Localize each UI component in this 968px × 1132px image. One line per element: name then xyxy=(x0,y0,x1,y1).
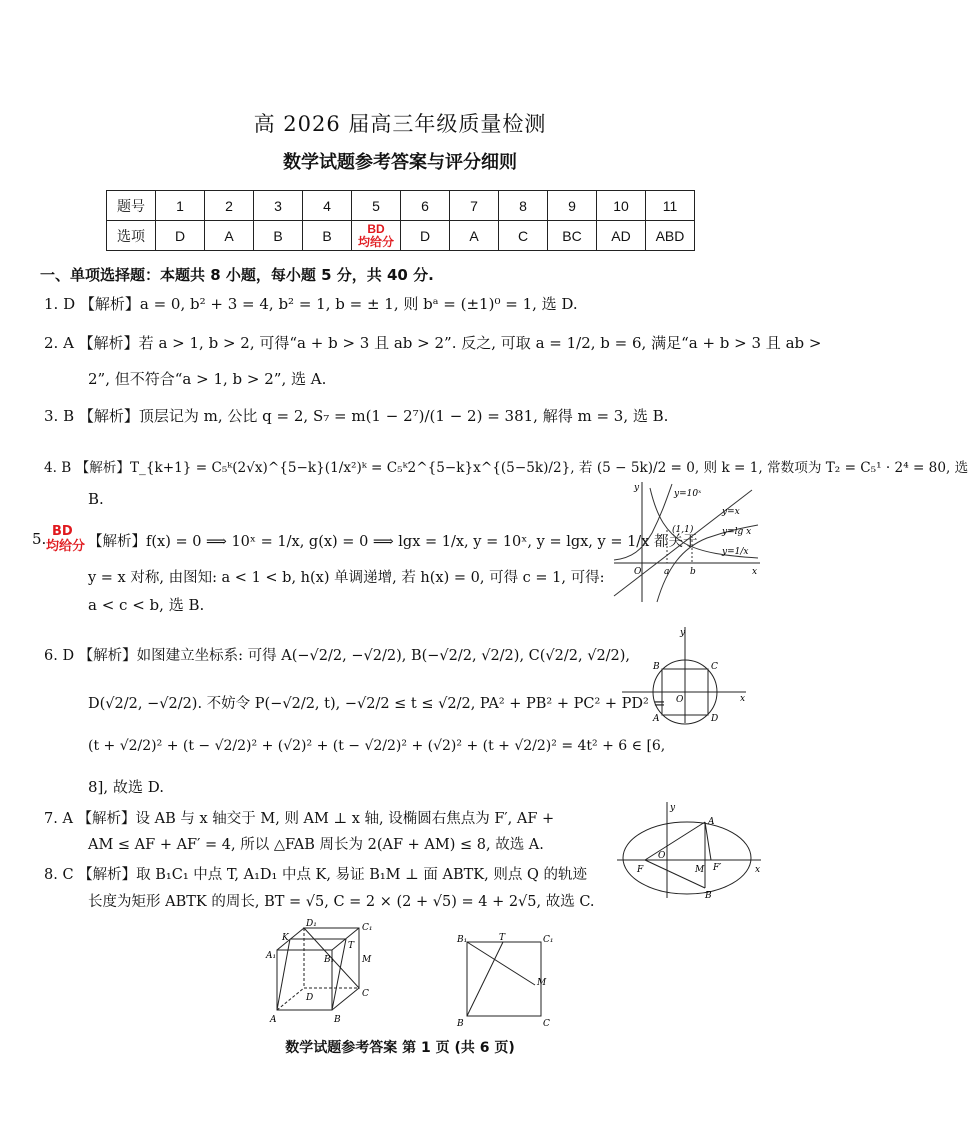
q1-line: 1. D 【解析】a = 0, b² + 3 = 4, b² = 1, b = ± 1, 则 bᵃ = (±1)⁰ = 1, 选 D. xyxy=(44,295,578,313)
fig-label: M xyxy=(537,978,547,988)
table-cell: A xyxy=(205,221,254,251)
fig-label: B xyxy=(334,1015,341,1025)
q5-answer-mark: BD xyxy=(52,524,73,539)
fig-label: B xyxy=(653,662,660,672)
fig-label: F xyxy=(637,865,644,875)
q6-line-1: 6. D 【解析】如图建立坐标系: 可得 A(−√2/2, −√2/2), B(−√2/2, √2/2), C(√2/2, √2/2), xyxy=(44,648,631,664)
fig-label: B₁ xyxy=(324,955,335,965)
fig-label: M xyxy=(362,955,372,965)
q6-line-2: D(√2/2, −√2/2). 不妨令 P(−√2/2, t), −√2/2 ≤ t ≤ √2/2, PA² + PB² + PC² + PD² = xyxy=(88,696,666,712)
fig-label: A xyxy=(653,714,660,724)
table-cell: D xyxy=(156,221,205,251)
page-subtitle: 数学试题参考答案与评分细则 xyxy=(283,152,517,173)
q8-line-2: 长度为矩形 ABTK 的周长, BT = √5, C = 2 × (2 + √5) = 4 + 2√5, 故选 C. xyxy=(88,894,595,910)
fig-label: b xyxy=(690,567,696,577)
fig-label: O xyxy=(658,851,666,861)
table-cell: BC xyxy=(548,221,597,251)
q6-line-4: 8], 故选 D. xyxy=(88,778,164,796)
fig-label: y=x xyxy=(722,507,740,517)
fig-label: A xyxy=(270,1015,277,1025)
fig-label: T xyxy=(348,941,355,951)
fig-label: M xyxy=(695,865,705,875)
table-cell: 10 xyxy=(597,191,646,221)
table-row-numbers xyxy=(107,191,695,221)
fig-label: D xyxy=(711,714,719,724)
q5-number: 5. xyxy=(32,530,47,548)
table-cell: 2 xyxy=(205,191,254,221)
fig-label: x xyxy=(755,865,761,875)
answer-table xyxy=(106,190,695,251)
q4-line-1: 4. B 【解析】T_{k+1} = C₅ᵏ(2√x)^{5−k}(1/x²)ᵏ = C₅ᵏ2^{5−k}x^{(5−5k)/2}, 若 (5 − 5k)/2 = 0, 则 k = 1, 常数项为 T₂ = C₅¹ · 2⁴ = 80, 选 xyxy=(44,460,968,476)
section-heading: 一、单项选择题：本题共 8 小题，每小题 5 分，共 40 分. xyxy=(40,266,434,284)
q3-line: 3. B 【解析】顶层记为 m, 公比 q = 2, S₇ = m(1 − 2⁷)/(1 − 2) = 381, 解得 m = 3, 选 B. xyxy=(44,407,669,425)
fig-label: y xyxy=(670,803,676,813)
table-cell-q5 xyxy=(352,221,401,251)
fig-label: A₁ xyxy=(266,951,277,961)
fig-label: C xyxy=(711,662,718,672)
q7-ellipse-figure xyxy=(615,800,765,900)
fig-label: T xyxy=(499,933,506,943)
fig-label: C xyxy=(362,989,369,999)
table-cell: D xyxy=(401,221,450,251)
fig-label: x xyxy=(740,694,746,704)
q8-square-figure xyxy=(455,930,555,1030)
table-row-answers xyxy=(107,221,695,251)
fig-label: y xyxy=(634,483,640,493)
fig-label: C₁ xyxy=(543,935,554,945)
q7-line-2: AM ≤ AF + AF′ = 4, 所以 △FAB 周长为 2(AF + AM) ≤ 8, 故选 A. xyxy=(88,837,544,853)
q5-line-2: y = x 对称, 由图知: a < 1 < b, h(x) 单调递增, 若 h(x) = 0, 可得 c = 1, 可得: xyxy=(88,570,605,586)
page-title: 高 2026 届高三年级质量检测 xyxy=(253,112,547,136)
table-cell: ABD xyxy=(646,221,695,251)
q5-line-3: a < c < b, 选 B. xyxy=(88,596,205,614)
fig-label: y xyxy=(680,628,686,638)
q8-line-1: 8. C 【解析】取 B₁C₁ 中点 T, A₁D₁ 中点 K, 易证 B₁M ⊥ 面 ABTK, 则点 Q 的轨迹 xyxy=(44,867,587,883)
fig-label: y=1/x xyxy=(722,547,749,557)
table-cell: 7 xyxy=(450,191,499,221)
fig-label: y=10ˣ xyxy=(674,489,702,499)
q5-graph-figure xyxy=(612,478,762,603)
row-label: 选项 xyxy=(107,221,156,251)
q7-line-1: 7. A 【解析】设 AB 与 x 轴交于 M, 则 AM ⊥ x 轴, 设椭圆右焦点为 F′, AF + xyxy=(44,811,555,827)
q6-square-circle-figure xyxy=(620,625,750,725)
fig-label: C₁ xyxy=(362,923,373,933)
fig-label: B₁ xyxy=(457,935,468,945)
q5-note-mark: 均给分 xyxy=(46,539,86,554)
row-label: 题号 xyxy=(107,191,156,221)
table-cell: AD xyxy=(597,221,646,251)
table-cell: B xyxy=(303,221,352,251)
fig-label: K xyxy=(282,933,289,943)
table-cell: B xyxy=(254,221,303,251)
table-cell: 9 xyxy=(548,191,597,221)
fig-label: A xyxy=(708,817,715,827)
fig-label: (1,1) xyxy=(672,525,694,535)
q2-line-1: 2. A 【解析】若 a > 1, b > 2, 可得“a + b > 3 且 ab > 2”. 反之, 可取 a = 1/2, b = 6, 满足“a + b > 3 且 ab > xyxy=(44,334,822,352)
fig-label: C xyxy=(543,1019,550,1029)
q5-line-1: 【解析】f(x) = 0 ⟹ 10ˣ = 1/x, g(x) = 0 ⟹ lgx = 1/x, y = 10ˣ, y = lgx, y = 1/x 都关于 xyxy=(88,534,698,550)
table-cell: 4 xyxy=(303,191,352,221)
page-footer: 数学试题参考答案 第 1 页 (共 6 页) xyxy=(285,1040,515,1056)
q4-line-2: B. xyxy=(88,490,104,508)
fig-label: x xyxy=(752,567,758,577)
table-cell: 3 xyxy=(254,191,303,221)
q6-line-3: (t + √2/2)² + (t − √2/2)² + (√2)² + (t − √2/2)² + (√2)² + (t + √2/2)² = 4t² + 6 ∈ [6, xyxy=(88,738,666,754)
table-cell: 8 xyxy=(499,191,548,221)
fig-label: O xyxy=(634,567,642,577)
fig-label: y=lg x xyxy=(722,527,752,537)
fig-label: B xyxy=(705,891,712,901)
fig-label: B xyxy=(457,1019,464,1029)
table-cell: C xyxy=(499,221,548,251)
q8-cube-figure xyxy=(262,918,392,1028)
fig-label: a xyxy=(664,567,670,577)
q5-note: 均给分 xyxy=(357,234,394,249)
q2-line-2: 2”, 但不符合“a > 1, b > 2”, 选 A. xyxy=(88,370,327,388)
fig-label: O xyxy=(676,695,684,705)
fig-label: D xyxy=(306,993,314,1003)
table-cell: 1 xyxy=(156,191,205,221)
table-cell: 6 xyxy=(401,191,450,221)
fig-label: F′ xyxy=(713,863,722,873)
table-cell: 5 xyxy=(352,191,401,221)
table-cell: A xyxy=(450,221,499,251)
fig-label: D₁ xyxy=(306,919,317,929)
q5-answer: BD xyxy=(367,221,385,236)
table-cell: 11 xyxy=(646,191,695,221)
